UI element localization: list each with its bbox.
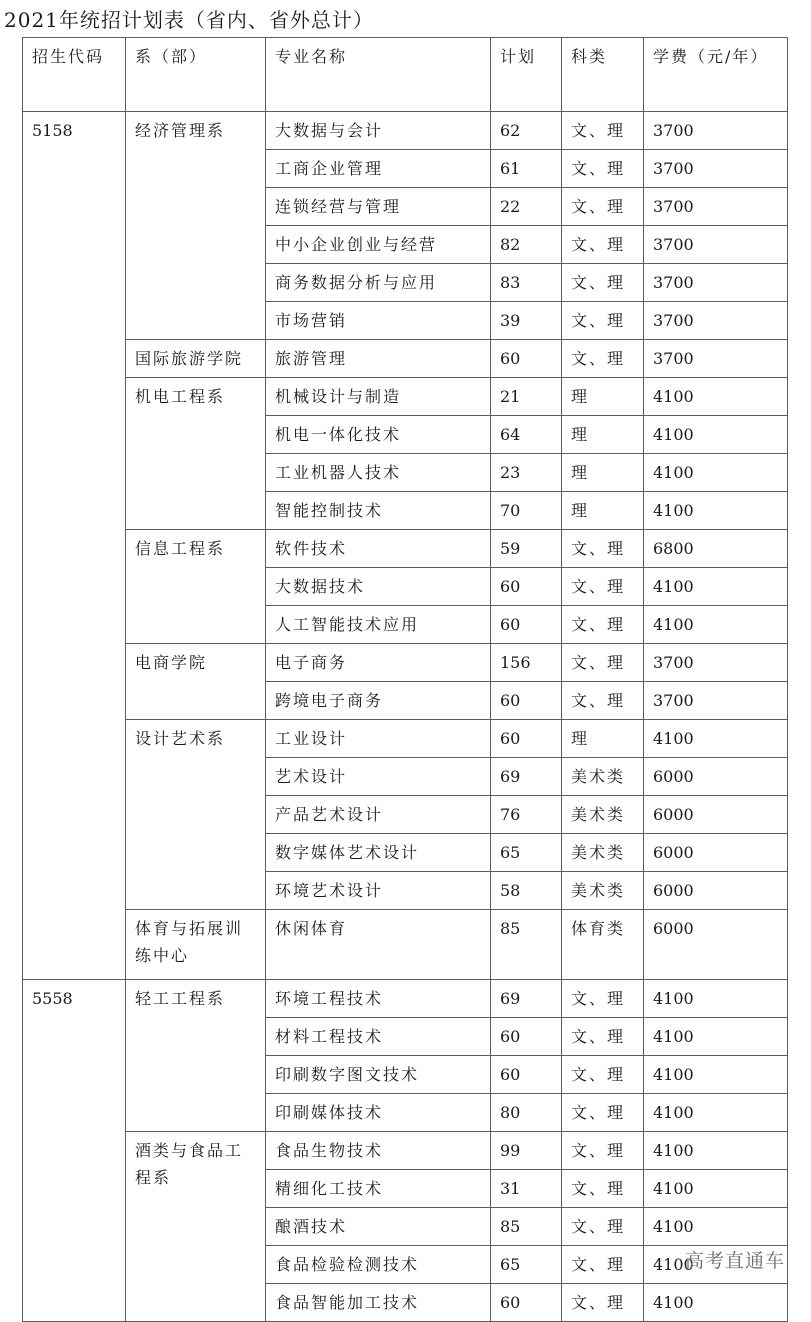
table-row bbox=[23, 980, 788, 1018]
table-row bbox=[23, 530, 788, 568]
fee-cell: 4100 bbox=[644, 454, 788, 492]
fee-cell: 4100 bbox=[644, 416, 788, 454]
plan-cell: 60 bbox=[491, 682, 562, 720]
category-cell: 文、理 bbox=[562, 1284, 644, 1322]
code-cell: 5558 bbox=[23, 980, 126, 1322]
plan-cell: 80 bbox=[491, 1094, 562, 1132]
major-cell: 休闲体育 bbox=[266, 910, 491, 980]
category-cell: 文、理 bbox=[562, 980, 644, 1018]
plan-cell: 69 bbox=[491, 758, 562, 796]
plan-cell: 60 bbox=[491, 568, 562, 606]
watermark: 高考直通车 bbox=[684, 1250, 785, 1272]
major-cell: 食品智能加工技术 bbox=[266, 1284, 491, 1322]
category-cell: 理 bbox=[562, 492, 644, 530]
code-cell: 5158 bbox=[23, 112, 126, 980]
plan-cell: 60 bbox=[491, 1284, 562, 1322]
plan-cell: 65 bbox=[491, 834, 562, 872]
major-cell: 酿酒技术 bbox=[266, 1208, 491, 1246]
category-cell: 文、理 bbox=[562, 264, 644, 302]
major-cell: 艺术设计 bbox=[266, 758, 491, 796]
major-cell: 电子商务 bbox=[266, 644, 491, 682]
fee-cell: 4100 bbox=[644, 980, 788, 1018]
fee-cell: 3700 bbox=[644, 226, 788, 264]
plan-cell: 65 bbox=[491, 1246, 562, 1284]
fee-cell: 3700 bbox=[644, 340, 788, 378]
plan-cell: 156 bbox=[491, 644, 562, 682]
plan-cell: 61 bbox=[491, 150, 562, 188]
table-row bbox=[23, 720, 788, 758]
dept-cell: 设计艺术系 bbox=[126, 720, 266, 910]
category-cell: 文、理 bbox=[562, 1132, 644, 1170]
category-cell: 文、理 bbox=[562, 1018, 644, 1056]
plan-cell: 60 bbox=[491, 340, 562, 378]
category-cell: 美术类 bbox=[562, 796, 644, 834]
fee-cell: 4100 bbox=[644, 1018, 788, 1056]
dept-cell: 经济管理系 bbox=[126, 112, 266, 340]
major-cell: 跨境电子商务 bbox=[266, 682, 491, 720]
page-title: 2021年统招计划表（省内、省外总计） bbox=[4, 8, 374, 32]
dept-cell: 体育与拓展训练中心 bbox=[126, 910, 266, 980]
header-fee: 学费（元/年） bbox=[644, 38, 788, 112]
plan-cell: 64 bbox=[491, 416, 562, 454]
major-cell: 工业机器人技术 bbox=[266, 454, 491, 492]
table-row bbox=[23, 1132, 788, 1170]
major-cell: 旅游管理 bbox=[266, 340, 491, 378]
major-cell: 机械设计与制造 bbox=[266, 378, 491, 416]
table-row bbox=[23, 378, 788, 416]
dept-cell: 机电工程系 bbox=[126, 378, 266, 530]
plan-cell: 85 bbox=[491, 1208, 562, 1246]
category-cell: 文、理 bbox=[562, 302, 644, 340]
major-cell: 大数据技术 bbox=[266, 568, 491, 606]
category-cell: 文、理 bbox=[562, 1056, 644, 1094]
fee-cell: 3700 bbox=[644, 264, 788, 302]
fee-cell: 6000 bbox=[644, 758, 788, 796]
category-cell: 文、理 bbox=[562, 1170, 644, 1208]
dept-cell: 电商学院 bbox=[126, 644, 266, 720]
plan-cell: 60 bbox=[491, 606, 562, 644]
category-cell: 美术类 bbox=[562, 758, 644, 796]
plan-cell: 82 bbox=[491, 226, 562, 264]
category-cell: 文、理 bbox=[562, 340, 644, 378]
fee-cell: 3700 bbox=[644, 150, 788, 188]
plan-cell: 85 bbox=[491, 910, 562, 980]
fee-cell: 6000 bbox=[644, 796, 788, 834]
header-major: 专业名称 bbox=[266, 38, 491, 112]
category-cell: 文、理 bbox=[562, 1208, 644, 1246]
category-cell: 文、理 bbox=[562, 226, 644, 264]
plan-cell: 60 bbox=[491, 1056, 562, 1094]
category-cell: 文、理 bbox=[562, 188, 644, 226]
header-plan: 计划 bbox=[491, 38, 562, 112]
dept-cell: 酒类与食品工程系 bbox=[126, 1132, 266, 1322]
header-category: 科类 bbox=[562, 38, 644, 112]
plan-cell: 60 bbox=[491, 720, 562, 758]
category-cell: 美术类 bbox=[562, 872, 644, 910]
major-cell: 精细化工技术 bbox=[266, 1170, 491, 1208]
table-row bbox=[23, 340, 788, 378]
major-cell: 连锁经营与管理 bbox=[266, 188, 491, 226]
major-cell: 食品检验检测技术 bbox=[266, 1246, 491, 1284]
fee-cell: 6800 bbox=[644, 530, 788, 568]
major-cell: 环境工程技术 bbox=[266, 980, 491, 1018]
header-row bbox=[23, 38, 788, 112]
category-cell: 文、理 bbox=[562, 606, 644, 644]
plan-cell: 70 bbox=[491, 492, 562, 530]
fee-cell: 6000 bbox=[644, 872, 788, 910]
category-cell: 文、理 bbox=[562, 568, 644, 606]
plan-cell: 62 bbox=[491, 112, 562, 150]
category-cell: 文、理 bbox=[562, 1094, 644, 1132]
major-cell: 印刷数字图文技术 bbox=[266, 1056, 491, 1094]
category-cell: 理 bbox=[562, 378, 644, 416]
header-dept: 系（部） bbox=[126, 38, 266, 112]
plan-cell: 39 bbox=[491, 302, 562, 340]
fee-cell: 4100 bbox=[644, 568, 788, 606]
major-cell: 材料工程技术 bbox=[266, 1018, 491, 1056]
plan-cell: 76 bbox=[491, 796, 562, 834]
major-cell: 市场营销 bbox=[266, 302, 491, 340]
fee-cell: 4100 bbox=[644, 1132, 788, 1170]
fee-cell: 4100 bbox=[644, 1208, 788, 1246]
header-code: 招生代码 bbox=[23, 38, 126, 112]
category-cell: 美术类 bbox=[562, 834, 644, 872]
major-cell: 环境艺术设计 bbox=[266, 872, 491, 910]
dept-cell: 国际旅游学院 bbox=[126, 340, 266, 378]
fee-cell: 4100 bbox=[644, 720, 788, 758]
plan-cell: 99 bbox=[491, 1132, 562, 1170]
dept-cell: 轻工工程系 bbox=[126, 980, 266, 1132]
fee-cell: 4100 bbox=[644, 606, 788, 644]
fee-cell: 3700 bbox=[644, 644, 788, 682]
category-cell: 文、理 bbox=[562, 530, 644, 568]
enrollment-plan-table bbox=[22, 37, 788, 1322]
category-cell: 理 bbox=[562, 416, 644, 454]
fee-cell: 6000 bbox=[644, 910, 788, 980]
major-cell: 软件技术 bbox=[266, 530, 491, 568]
plan-cell: 83 bbox=[491, 264, 562, 302]
fee-cell: 3700 bbox=[644, 112, 788, 150]
dept-cell: 信息工程系 bbox=[126, 530, 266, 644]
major-cell: 印刷媒体技术 bbox=[266, 1094, 491, 1132]
category-cell: 文、理 bbox=[562, 112, 644, 150]
major-cell: 工业设计 bbox=[266, 720, 491, 758]
category-cell: 体育类 bbox=[562, 910, 644, 980]
category-cell: 理 bbox=[562, 720, 644, 758]
plan-cell: 69 bbox=[491, 980, 562, 1018]
category-cell: 文、理 bbox=[562, 150, 644, 188]
major-cell: 中小企业创业与经营 bbox=[266, 226, 491, 264]
fee-cell: 3700 bbox=[644, 188, 788, 226]
plan-cell: 23 bbox=[491, 454, 562, 492]
plan-cell: 21 bbox=[491, 378, 562, 416]
fee-cell: 4100 bbox=[644, 1170, 788, 1208]
category-cell: 文、理 bbox=[562, 682, 644, 720]
fee-cell: 3700 bbox=[644, 682, 788, 720]
category-cell: 文、理 bbox=[562, 1246, 644, 1284]
fee-cell: 4100 bbox=[644, 1246, 788, 1284]
table-row bbox=[23, 112, 788, 150]
category-cell: 理 bbox=[562, 454, 644, 492]
table-row bbox=[23, 644, 788, 682]
major-cell: 大数据与会计 bbox=[266, 112, 491, 150]
major-cell: 产品艺术设计 bbox=[266, 796, 491, 834]
fee-cell: 4100 bbox=[644, 1094, 788, 1132]
plan-cell: 59 bbox=[491, 530, 562, 568]
major-cell: 商务数据分析与应用 bbox=[266, 264, 491, 302]
fee-cell: 4100 bbox=[644, 1056, 788, 1094]
major-cell: 智能控制技术 bbox=[266, 492, 491, 530]
fee-cell: 4100 bbox=[644, 378, 788, 416]
table-row bbox=[23, 910, 788, 980]
major-cell: 食品生物技术 bbox=[266, 1132, 491, 1170]
plan-cell: 22 bbox=[491, 188, 562, 226]
major-cell: 人工智能技术应用 bbox=[266, 606, 491, 644]
plan-cell: 58 bbox=[491, 872, 562, 910]
plan-cell: 31 bbox=[491, 1170, 562, 1208]
major-cell: 数字媒体艺术设计 bbox=[266, 834, 491, 872]
major-cell: 机电一体化技术 bbox=[266, 416, 491, 454]
major-cell: 工商企业管理 bbox=[266, 150, 491, 188]
fee-cell: 6000 bbox=[644, 834, 788, 872]
plan-cell: 60 bbox=[491, 1018, 562, 1056]
category-cell: 文、理 bbox=[562, 644, 644, 682]
fee-cell: 4100 bbox=[644, 492, 788, 530]
fee-cell: 3700 bbox=[644, 302, 788, 340]
fee-cell: 4100 bbox=[644, 1284, 788, 1322]
